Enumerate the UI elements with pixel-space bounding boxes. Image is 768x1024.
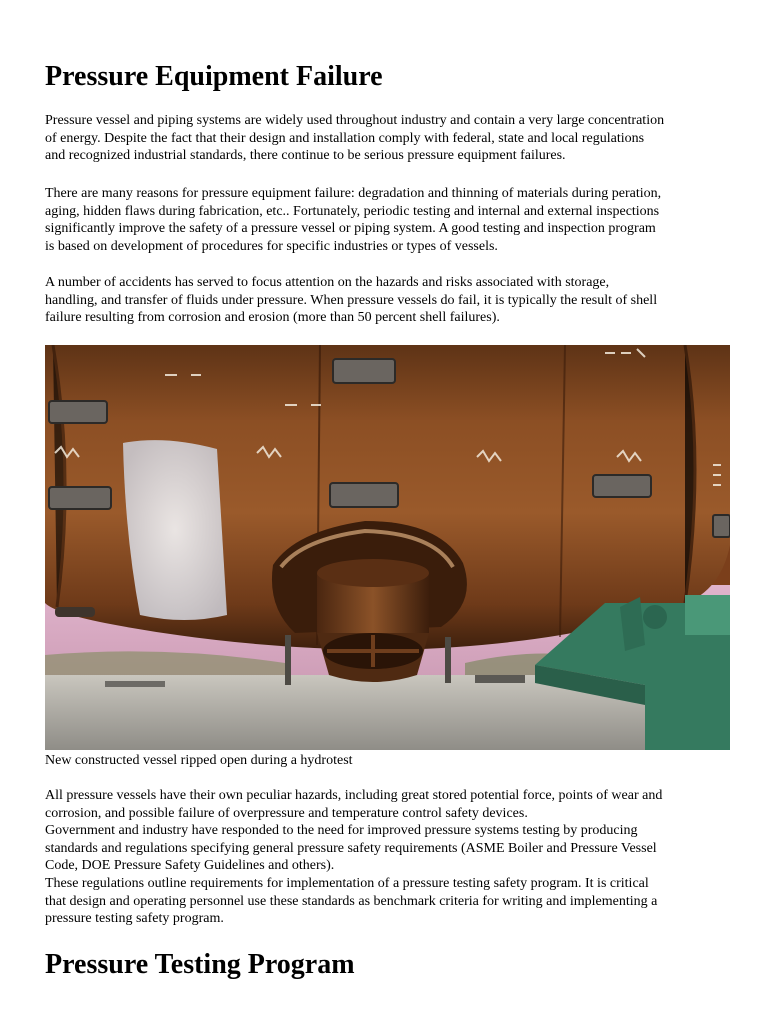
vessel-photo (45, 345, 730, 750)
text-line: Government and industry have responded to the need for improved pressure systems testing by producing (45, 823, 638, 839)
vessel-photo-illustration (45, 345, 730, 750)
text-line: significantly improve the safety of a pressure vessel or piping system. A good testing and inspection program (45, 221, 656, 237)
paragraph-reasons (45, 185, 717, 255)
text-line: All pressure vessels have their own peculiar hazards, including great stored potential force, points of wear and (45, 788, 663, 803)
text-line: A number of accidents has served to focus attention on the hazards and risks associated with storage, (45, 275, 610, 290)
text-line: These regulations outline requirements for implementation of a pressure testing safety program. It is critical (45, 875, 649, 891)
text-line: There are many reasons for pressure equipment failure: degradation and thinning of materials during peration, (45, 186, 662, 201)
text-line: Code, DOE Pressure Safety Guidelines and others). (45, 858, 335, 874)
text-line: aging, hidden flaws during fabrication, etc.. Fortunately, periodic testing and internal and external inspections (45, 203, 660, 219)
text-line: that design and operating personnel use these standards as benchmark criteria for writing and implementing a (45, 893, 658, 909)
text-line: is based on development of procedures for specific industries or types of vessels. (45, 238, 498, 254)
paragraph-regulations (45, 787, 717, 928)
text-line: standards and regulations specifying general pressure safety requirements (ASME Boiler and Pressure Vessel (45, 840, 657, 856)
text-line: failure resulting from corrosion and erosion (more than 50 percent shell failures). (45, 310, 500, 326)
paragraph-intro (45, 112, 717, 165)
text-line: of energy. Despite the fact that their design and installation comply with federal, state and local regulations (45, 130, 645, 146)
primer-patch (123, 440, 227, 620)
text-line: and recognized industrial standards, there continue to be serious pressure equipment failures. (45, 148, 566, 164)
section-heading: Pressure Testing Program (45, 949, 355, 980)
text-line: corrosion, and possible failure of overpressure and temperature control safety devices. (45, 805, 528, 821)
text-line: pressure testing safety program. (45, 911, 224, 927)
text-line: Pressure vessel and piping systems are widely used throughout industry and contain a very large concentration (45, 113, 665, 128)
paragraph-accidents (45, 274, 717, 327)
figure-caption: New constructed vessel ripped open during a hydrotest (45, 753, 353, 768)
page-title: Pressure Equipment Failure (45, 61, 383, 92)
text-line: handling, and transfer of fluids under pressure. When pressure vessels do fail, it is typically the result of shell (45, 292, 658, 308)
